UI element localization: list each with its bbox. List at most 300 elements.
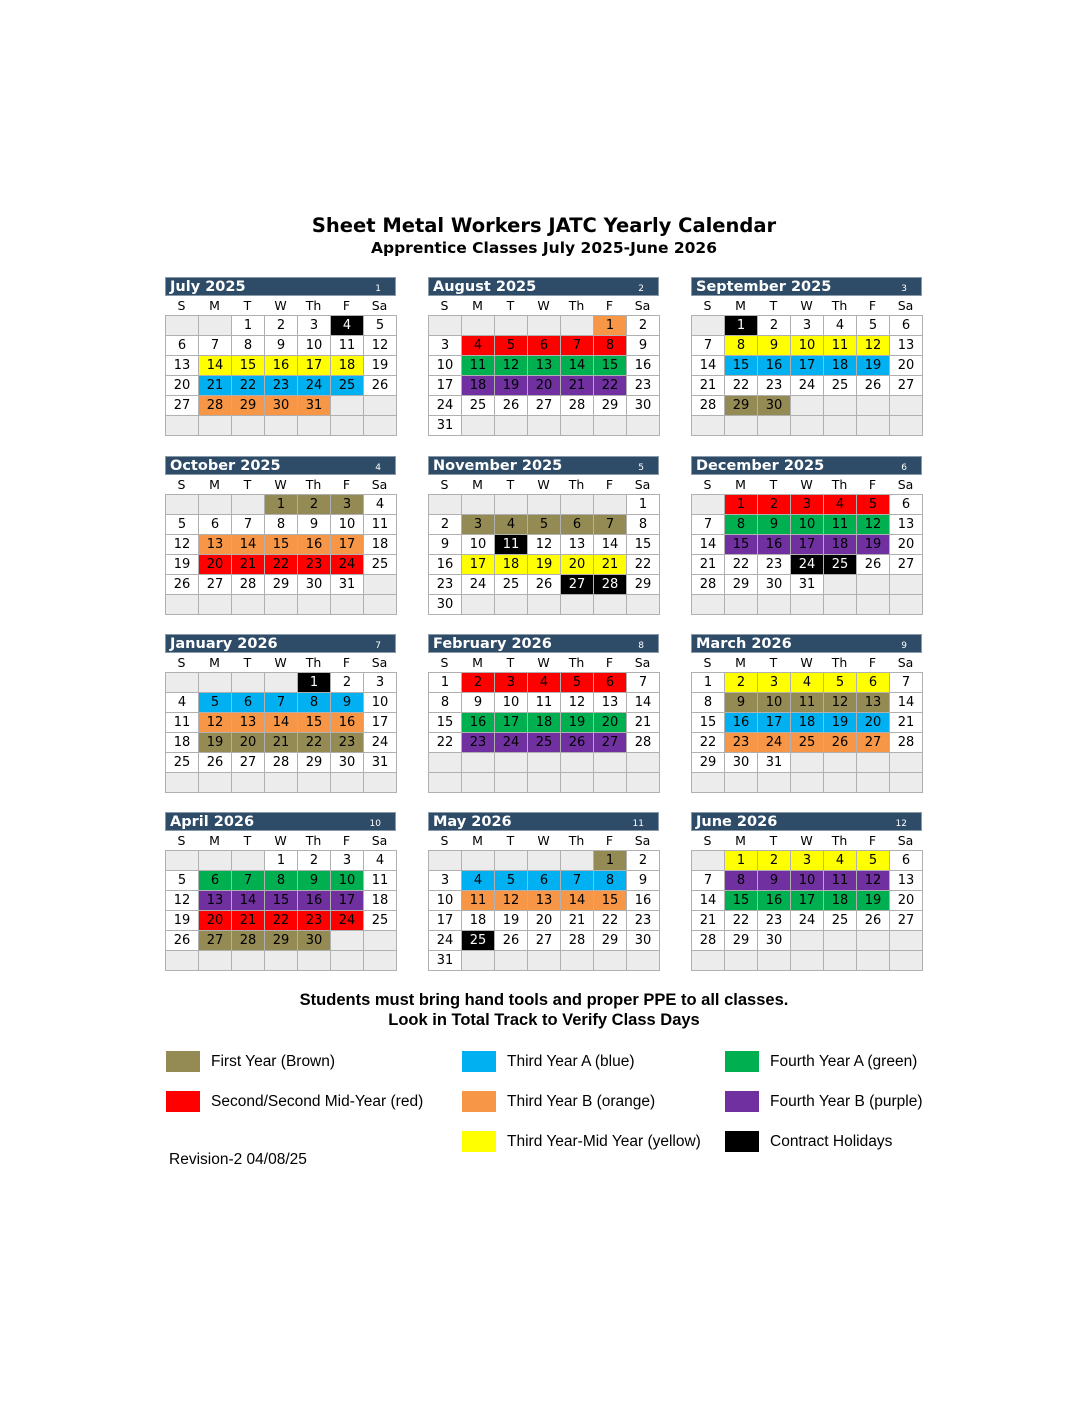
- month-name: April 2026: [170, 814, 255, 830]
- day-cell: 7: [232, 515, 265, 535]
- weekday-label: W: [274, 655, 287, 670]
- day-cell: 4: [791, 673, 824, 693]
- day-cell: 9: [627, 871, 660, 891]
- empty-cell: [265, 595, 298, 615]
- weekday-label: F: [342, 655, 351, 670]
- weekday-label: Th: [568, 655, 585, 670]
- weekday-label: T: [243, 833, 252, 848]
- day-cell: 30: [331, 753, 364, 773]
- month-number: 1: [375, 284, 381, 294]
- day-grid: [165, 315, 397, 436]
- weekday-label: F: [868, 655, 877, 670]
- empty-cell: [627, 951, 660, 971]
- month-header: [165, 277, 396, 296]
- empty-cell: [692, 851, 725, 871]
- day-cell: 26: [528, 575, 561, 595]
- day-cell: 28: [561, 931, 594, 951]
- empty-cell: [561, 753, 594, 773]
- empty-cell: [495, 595, 528, 615]
- month-calendar: [428, 456, 659, 615]
- day-cell: 2: [298, 851, 331, 871]
- weekday-label: T: [243, 655, 252, 670]
- empty-cell: [890, 396, 923, 416]
- day-cell: 13: [561, 535, 594, 555]
- empty-cell: [857, 773, 890, 793]
- month-name: December 2025: [696, 458, 825, 474]
- day-cell: 22: [265, 911, 298, 931]
- weekday-label: Sa: [634, 655, 651, 670]
- day-cell: 4: [364, 851, 397, 871]
- day-cell: 21: [692, 555, 725, 575]
- day-cell: 1: [594, 851, 627, 871]
- empty-cell: [199, 416, 232, 436]
- day-cell: 25: [462, 931, 495, 951]
- day-cell: 3: [429, 871, 462, 891]
- weekday-label: M: [472, 298, 483, 313]
- day-cell: 29: [298, 753, 331, 773]
- empty-cell: [495, 773, 528, 793]
- day-cell: 11: [462, 891, 495, 911]
- weekday-label: T: [506, 477, 515, 492]
- day-cell: 22: [725, 555, 758, 575]
- day-cell: 10: [429, 891, 462, 911]
- day-cell: 5: [528, 515, 561, 535]
- empty-cell: [199, 951, 232, 971]
- day-cell: 29: [232, 396, 265, 416]
- weekday-label: Sa: [897, 477, 914, 492]
- day-cell: 6: [528, 336, 561, 356]
- month-name: June 2026: [696, 814, 778, 830]
- day-cell: 3: [758, 673, 791, 693]
- day-cell: 6: [232, 693, 265, 713]
- day-grid: [691, 494, 923, 615]
- empty-cell: [265, 951, 298, 971]
- month-number: 5: [638, 463, 644, 473]
- empty-cell: [298, 595, 331, 615]
- empty-cell: [265, 673, 298, 693]
- day-cell: 25: [528, 733, 561, 753]
- day-cell: 10: [331, 515, 364, 535]
- day-cell: 23: [265, 376, 298, 396]
- weekday-label: W: [800, 833, 813, 848]
- month-calendar: [165, 277, 396, 436]
- empty-cell: [265, 773, 298, 793]
- empty-cell: [232, 951, 265, 971]
- day-cell: 1: [725, 495, 758, 515]
- day-cell: 20: [890, 356, 923, 376]
- day-cell: 27: [528, 931, 561, 951]
- empty-cell: [462, 773, 495, 793]
- day-cell: 23: [627, 911, 660, 931]
- day-cell: 26: [166, 931, 199, 951]
- day-cell: 14: [890, 693, 923, 713]
- month-name: February 2026: [433, 636, 552, 652]
- empty-cell: [166, 416, 199, 436]
- day-cell: 23: [462, 733, 495, 753]
- day-cell: 31: [364, 753, 397, 773]
- day-cell: 2: [758, 495, 791, 515]
- weekday-label: Th: [831, 655, 848, 670]
- day-cell: 12: [166, 891, 199, 911]
- day-cell: 8: [265, 515, 298, 535]
- weekday-label: W: [800, 298, 813, 313]
- day-cell: 27: [890, 376, 923, 396]
- empty-cell: [627, 753, 660, 773]
- day-cell: 26: [824, 733, 857, 753]
- weekday-label: S: [177, 833, 186, 848]
- empty-cell: [857, 595, 890, 615]
- empty-cell: [561, 495, 594, 515]
- month-calendar: [428, 812, 659, 971]
- empty-cell: [364, 931, 397, 951]
- weekday-label: M: [209, 477, 220, 492]
- weekday-label: S: [703, 833, 712, 848]
- empty-cell: [758, 773, 791, 793]
- month-number: 10: [369, 819, 381, 829]
- empty-cell: [166, 316, 199, 336]
- day-cell: 15: [594, 891, 627, 911]
- day-cell: 14: [627, 693, 660, 713]
- day-cell: 9: [725, 693, 758, 713]
- month-number: 9: [901, 641, 907, 651]
- day-cell: 22: [265, 555, 298, 575]
- legend-swatch: [462, 1131, 496, 1152]
- day-cell: 13: [166, 356, 199, 376]
- legend-swatch: [725, 1131, 759, 1152]
- day-cell: 17: [791, 535, 824, 555]
- weekday-label: M: [735, 477, 746, 492]
- weekday-label: Th: [568, 477, 585, 492]
- empty-cell: [462, 416, 495, 436]
- day-cell: 1: [298, 673, 331, 693]
- empty-cell: [166, 851, 199, 871]
- notice-line-1: Students must bring hand tools and proper PPE to all classes.: [299, 991, 789, 1009]
- day-cell: 8: [725, 336, 758, 356]
- day-cell: 19: [199, 733, 232, 753]
- day-cell: 18: [462, 911, 495, 931]
- day-cell: 11: [462, 356, 495, 376]
- month-name: May 2026: [433, 814, 512, 830]
- day-cell: 11: [791, 693, 824, 713]
- day-cell: 30: [758, 931, 791, 951]
- day-cell: 16: [627, 891, 660, 911]
- weekday-label: Th: [305, 833, 322, 848]
- empty-cell: [890, 753, 923, 773]
- day-cell: 22: [725, 911, 758, 931]
- month-name: October 2025: [170, 458, 281, 474]
- day-cell: 18: [331, 356, 364, 376]
- day-cell: 31: [791, 575, 824, 595]
- day-cell: 29: [265, 575, 298, 595]
- month-calendar: [165, 634, 396, 793]
- month-header: [691, 277, 922, 296]
- empty-cell: [561, 316, 594, 336]
- weekday-label: Sa: [371, 833, 388, 848]
- empty-cell: [824, 396, 857, 416]
- month-calendar: [691, 277, 922, 436]
- day-cell: 27: [199, 931, 232, 951]
- weekday-label: T: [506, 833, 515, 848]
- weekday-row: [428, 831, 659, 850]
- day-cell: 21: [594, 555, 627, 575]
- empty-cell: [692, 773, 725, 793]
- day-cell: 6: [890, 316, 923, 336]
- legend-swatch: [725, 1051, 759, 1072]
- day-cell: 6: [199, 871, 232, 891]
- day-cell: 20: [857, 713, 890, 733]
- month-header: [428, 812, 659, 831]
- weekday-label: S: [703, 298, 712, 313]
- day-cell: 9: [758, 515, 791, 535]
- empty-cell: [166, 951, 199, 971]
- weekday-label: M: [735, 655, 746, 670]
- empty-cell: [824, 753, 857, 773]
- empty-cell: [692, 316, 725, 336]
- day-cell: 23: [758, 555, 791, 575]
- month-calendar: [428, 634, 659, 793]
- day-cell: 11: [824, 515, 857, 535]
- empty-cell: [890, 416, 923, 436]
- day-cell: 4: [462, 336, 495, 356]
- day-cell: 19: [364, 356, 397, 376]
- day-cell: 18: [495, 555, 528, 575]
- notice-line-2: Look in Total Track to Verify Class Days: [388, 1011, 700, 1029]
- day-cell: 19: [495, 376, 528, 396]
- weekday-label: Sa: [634, 298, 651, 313]
- day-cell: 23: [758, 911, 791, 931]
- day-cell: 25: [824, 911, 857, 931]
- day-cell: 23: [429, 575, 462, 595]
- day-cell: 27: [166, 396, 199, 416]
- weekday-label: S: [177, 298, 186, 313]
- legend-swatch: [166, 1051, 200, 1072]
- day-cell: 18: [824, 535, 857, 555]
- day-cell: 31: [331, 575, 364, 595]
- day-cell: 5: [857, 495, 890, 515]
- empty-cell: [890, 773, 923, 793]
- day-cell: 1: [265, 851, 298, 871]
- day-cell: 24: [364, 733, 397, 753]
- day-cell: 25: [462, 396, 495, 416]
- day-cell: 26: [561, 733, 594, 753]
- month-name: July 2025: [170, 279, 246, 295]
- day-cell: 20: [199, 555, 232, 575]
- legend-swatch: [166, 1091, 200, 1112]
- weekday-label: F: [342, 477, 351, 492]
- empty-cell: [758, 595, 791, 615]
- day-cell: 10: [495, 693, 528, 713]
- weekday-label: S: [440, 298, 449, 313]
- empty-cell: [758, 416, 791, 436]
- day-cell: 17: [758, 713, 791, 733]
- empty-cell: [692, 416, 725, 436]
- day-cell: 14: [232, 891, 265, 911]
- day-grid: [165, 850, 397, 971]
- day-cell: 26: [495, 396, 528, 416]
- day-cell: 11: [166, 713, 199, 733]
- weekday-label: T: [243, 477, 252, 492]
- day-cell: 9: [429, 535, 462, 555]
- day-cell: 14: [561, 356, 594, 376]
- weekday-label: S: [440, 477, 449, 492]
- weekday-label: W: [274, 477, 287, 492]
- day-cell: 19: [857, 356, 890, 376]
- day-cell: 16: [758, 535, 791, 555]
- day-cell: 26: [495, 931, 528, 951]
- day-cell: 13: [528, 356, 561, 376]
- weekday-label: Th: [305, 655, 322, 670]
- weekday-label: F: [342, 298, 351, 313]
- day-cell: 10: [791, 336, 824, 356]
- day-cell: 10: [298, 336, 331, 356]
- day-cell: 20: [232, 733, 265, 753]
- day-cell: 1: [627, 495, 660, 515]
- day-cell: 6: [857, 673, 890, 693]
- day-cell: 8: [594, 871, 627, 891]
- day-cell: 12: [495, 891, 528, 911]
- empty-cell: [331, 416, 364, 436]
- weekday-label: M: [735, 833, 746, 848]
- day-cell: 18: [364, 535, 397, 555]
- day-cell: 24: [298, 376, 331, 396]
- day-cell: 5: [561, 673, 594, 693]
- day-cell: 27: [890, 555, 923, 575]
- empty-cell: [166, 595, 199, 615]
- empty-cell: [824, 416, 857, 436]
- day-cell: 28: [232, 931, 265, 951]
- day-cell: 23: [331, 733, 364, 753]
- day-cell: 17: [429, 376, 462, 396]
- day-cell: 30: [429, 595, 462, 615]
- weekday-row: [428, 296, 659, 315]
- day-cell: 7: [594, 515, 627, 535]
- day-cell: 19: [528, 555, 561, 575]
- weekday-label: Sa: [634, 477, 651, 492]
- day-cell: 5: [166, 515, 199, 535]
- day-cell: 20: [890, 535, 923, 555]
- weekday-label: T: [769, 655, 778, 670]
- day-cell: 30: [627, 931, 660, 951]
- day-cell: 19: [857, 535, 890, 555]
- day-cell: 4: [528, 673, 561, 693]
- month-number: 8: [638, 641, 644, 651]
- day-cell: 16: [429, 555, 462, 575]
- day-cell: 10: [791, 871, 824, 891]
- day-cell: 26: [857, 376, 890, 396]
- day-cell: 22: [594, 911, 627, 931]
- day-cell: 19: [166, 911, 199, 931]
- day-cell: 2: [627, 316, 660, 336]
- day-cell: 26: [199, 753, 232, 773]
- empty-cell: [462, 495, 495, 515]
- day-cell: 25: [495, 575, 528, 595]
- day-cell: 22: [594, 376, 627, 396]
- month-header: [165, 456, 396, 475]
- empty-cell: [331, 595, 364, 615]
- empty-cell: [791, 951, 824, 971]
- day-cell: 15: [265, 535, 298, 555]
- day-cell: 14: [692, 356, 725, 376]
- day-cell: 29: [725, 396, 758, 416]
- weekday-label: W: [274, 298, 287, 313]
- day-grid: [165, 672, 397, 793]
- weekday-label: F: [868, 833, 877, 848]
- empty-cell: [857, 931, 890, 951]
- day-cell: 18: [824, 356, 857, 376]
- empty-cell: [890, 951, 923, 971]
- day-cell: 10: [758, 693, 791, 713]
- day-cell: 30: [758, 575, 791, 595]
- day-cell: 31: [758, 753, 791, 773]
- day-cell: 3: [298, 316, 331, 336]
- empty-cell: [890, 595, 923, 615]
- empty-cell: [199, 595, 232, 615]
- day-cell: 31: [429, 416, 462, 436]
- empty-cell: [561, 773, 594, 793]
- day-cell: 2: [298, 495, 331, 515]
- day-cell: 1: [265, 495, 298, 515]
- day-cell: 24: [758, 733, 791, 753]
- day-cell: 29: [725, 931, 758, 951]
- empty-cell: [627, 416, 660, 436]
- month-header: [691, 456, 922, 475]
- legend-label: Third Year B (orange): [507, 1093, 656, 1110]
- day-cell: 18: [824, 891, 857, 911]
- day-cell: 29: [594, 931, 627, 951]
- day-cell: 4: [824, 495, 857, 515]
- weekday-label: W: [800, 655, 813, 670]
- empty-cell: [462, 753, 495, 773]
- day-cell: 27: [857, 733, 890, 753]
- legend-label: Second/Second Mid-Year (red): [211, 1093, 424, 1110]
- empty-cell: [331, 931, 364, 951]
- day-cell: 15: [725, 356, 758, 376]
- empty-cell: [429, 773, 462, 793]
- month-calendar: [691, 812, 922, 971]
- day-cell: 9: [331, 693, 364, 713]
- day-cell: 12: [495, 356, 528, 376]
- empty-cell: [791, 753, 824, 773]
- day-cell: 17: [791, 891, 824, 911]
- day-cell: 28: [594, 575, 627, 595]
- weekday-label: Sa: [897, 655, 914, 670]
- day-cell: 30: [298, 931, 331, 951]
- day-cell: 28: [199, 396, 232, 416]
- month-header: [165, 634, 396, 653]
- month-name: August 2025: [433, 279, 537, 295]
- day-cell: 13: [199, 891, 232, 911]
- empty-cell: [232, 773, 265, 793]
- empty-cell: [561, 851, 594, 871]
- day-cell: 1: [594, 316, 627, 336]
- day-cell: 11: [824, 871, 857, 891]
- day-cell: 30: [725, 753, 758, 773]
- day-cell: 20: [199, 911, 232, 931]
- weekday-label: Th: [305, 298, 322, 313]
- empty-cell: [232, 851, 265, 871]
- day-cell: 9: [265, 336, 298, 356]
- legend-label: Fourth Year B (purple): [770, 1093, 923, 1110]
- day-cell: 12: [857, 515, 890, 535]
- day-cell: 6: [594, 673, 627, 693]
- day-cell: 3: [331, 495, 364, 515]
- empty-cell: [692, 495, 725, 515]
- day-cell: 3: [495, 673, 528, 693]
- day-cell: 3: [429, 336, 462, 356]
- month-name: September 2025: [696, 279, 832, 295]
- day-cell: 29: [265, 931, 298, 951]
- day-cell: 8: [692, 693, 725, 713]
